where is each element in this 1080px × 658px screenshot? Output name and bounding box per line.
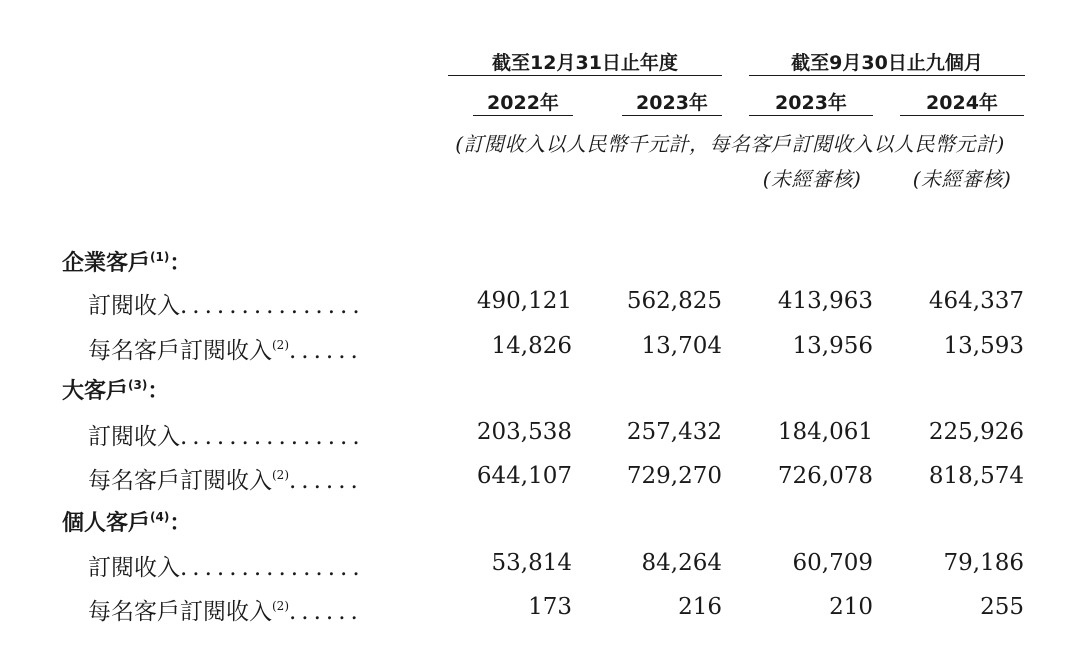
value-cell: 14,826 xyxy=(491,333,572,359)
section-title-key-accounts: 大客戶$^{(3)}$： xyxy=(62,378,170,404)
value-cell: 84,264 xyxy=(641,550,722,576)
value-cell: 464,337 xyxy=(928,288,1024,314)
value-cell: 818,574 xyxy=(928,463,1024,489)
value-cell: 257,432 xyxy=(626,419,722,445)
row-label-subscription-revenue: 訂閱收入............... xyxy=(88,293,365,319)
value-cell: 726,078 xyxy=(777,463,873,489)
header-group-nine-months-rule xyxy=(749,75,1025,76)
value-cell: 562,825 xyxy=(626,288,722,314)
value-cell: 203,538 xyxy=(476,419,572,445)
year-header-2023: 2023年 xyxy=(636,92,708,114)
year-header-rule xyxy=(473,115,573,116)
value-cell: 210 xyxy=(829,594,873,620)
value-cell: 729,270 xyxy=(626,463,722,489)
value-cell: 13,704 xyxy=(641,333,722,359)
value-cell: 13,593 xyxy=(943,333,1024,359)
header-group-nine-months: 截至9月30日止九個月 xyxy=(791,52,983,74)
year-header-rule xyxy=(622,115,722,116)
header-group-annual-rule xyxy=(448,75,722,76)
unaudited-note-2023: (未經審核) xyxy=(762,167,862,191)
value-cell: 490,121 xyxy=(476,288,572,314)
year-header-rule xyxy=(749,115,873,116)
section-title-enterprise: 企業客戶$^{(1)}$： xyxy=(62,250,192,276)
value-cell: 225,926 xyxy=(928,419,1024,445)
value-cell: 173 xyxy=(528,594,572,620)
value-cell: 255 xyxy=(980,594,1024,620)
year-header-2024: 2024年 xyxy=(926,92,998,114)
row-label-subscription-revenue: 訂閱收入............... xyxy=(88,555,365,581)
value-cell: 60,709 xyxy=(792,550,873,576)
year-header-rule xyxy=(900,115,1024,116)
row-label-revenue-per-customer: 每名客戶訂閱收入$^{(2)}$...... xyxy=(88,599,363,625)
row-label-revenue-per-customer: 每名客戶訂閱收入$^{(2)}$...... xyxy=(88,468,363,494)
value-cell: 644,107 xyxy=(476,463,572,489)
row-label-subscription-revenue: 訂閱收入............... xyxy=(88,424,365,450)
value-cell: 216 xyxy=(678,594,722,620)
value-cell: 184,061 xyxy=(777,419,873,445)
unaudited-note-2024: (未經審核) xyxy=(912,167,1012,191)
year-header-2023-nine-months: 2023年 xyxy=(775,92,847,114)
row-label-revenue-per-customer: 每名客戶訂閱收入$^{(2)}$...... xyxy=(88,338,363,364)
value-cell: 79,186 xyxy=(943,550,1024,576)
unit-note: (訂閱收入以人民幣千元計，每名客戶訂閱收入以人民幣元計) xyxy=(455,132,1005,156)
value-cell: 413,963 xyxy=(777,288,873,314)
year-header-2022: 2022年 xyxy=(487,92,559,114)
section-title-individual: 個人客戶$^{(4)}$： xyxy=(62,510,192,536)
value-cell: 13,956 xyxy=(792,333,873,359)
header-group-annual: 截至12月31日止年度 xyxy=(492,52,678,74)
value-cell: 53,814 xyxy=(491,550,572,576)
